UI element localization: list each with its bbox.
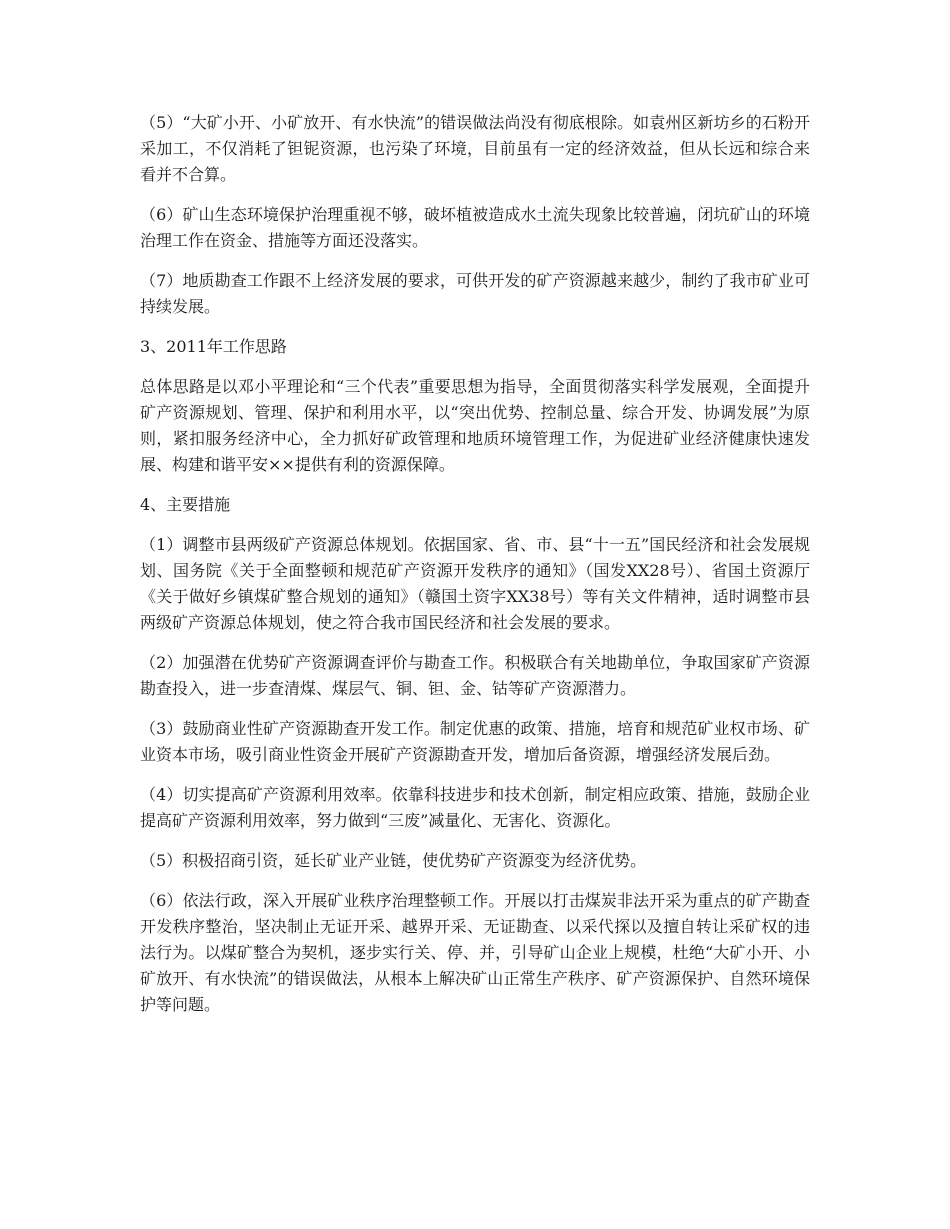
section-heading-main-measures: 4、主要措施 bbox=[140, 495, 231, 514]
paragraph-measure-3: （3）鼓励商业性矿产资源勘查开发工作。制定优惠的政策、措施，培育和规范矿业权市场、矿业资本市场，吸引商业性资金开展矿产资源勘查开发，增加后备资源，增强经济发展后劲。 bbox=[140, 719, 810, 764]
paragraph-measure-4: （4）切实提高矿产资源利用效率。依靠科技进步和技术创新，制定相应政策、措施，鼓励企业提高矿产资源利用效率，努力做到“三废”减量化、无害化、资源化。 bbox=[140, 785, 810, 830]
paragraph-item-7-problem: （7）地质勘查工作跟不上经济发展的要求，可供开发的矿产资源越来越少，制约了我市矿业可持续发展。 bbox=[140, 271, 810, 316]
paragraph-item-5-problem: （5）“大矿小开、小矿放开、有水快流”的错误做法尚没有彻底根除。如袁州区新坊乡的石粉开采加工，不仅消耗了钽铌资源，也污染了环境，目前虽有一定的经济效益，但从长远和综合来看并不合算。 bbox=[140, 113, 810, 184]
document-page bbox=[140, 110, 810, 1032]
paragraph-overall-idea: 总体思路是以邓小平理论和“三个代表”重要思想为指导，全面贯彻落实科学发展观，全面提升矿产资源规划、管理、保护和利用水平，以“突出优势、控制总量、综合开发、协调发展”为原则，紧扣服务经济中心，全力抓好矿政管理和地质环境管理工作，为促进矿业经济健康快速发展、构建和谐平安××提供有利的资源保障。 bbox=[140, 377, 810, 474]
paragraph-measure-5: （5）积极招商引资，延长矿业产业链，使优势矿产资源变为经济优势。 bbox=[140, 851, 647, 870]
paragraph-item-6-problem: （6）矿山生态环境保护治理重视不够，破坏植被造成水土流失现象比较普遍，闭坑矿山的环境治理工作在资金、措施等方面还没落实。 bbox=[140, 205, 810, 250]
section-heading-work-ideas: 3、2011年工作思路 bbox=[140, 337, 287, 356]
paragraph-measure-2: （2）加强潜在优势矿产资源调查评价与勘查工作。积极联合有关地勘单位，争取国家矿产资源勘查投入，进一步查清煤、煤层气、铜、钽、金、钴等矿产资源潜力。 bbox=[140, 653, 810, 698]
paragraph-measure-1: （1）调整市县两级矿产资源总体规划。依据国家、省、市、县“十一五”国民经济和社会发展规划、国务院《关于全面整顿和规范矿产资源开发秩序的通知》（国发XX28号）、省国土资源厅《关于做好乡镇煤矿整合规划的通知》（赣国土资字XX38号）等有关文件精神，适时调整市县两级矿产资源总体规划，使之符合我市国民经济和社会发展的要求。 bbox=[140, 535, 810, 632]
paragraph-measure-6: （6）依法行政，深入开展矿业秩序治理整顿工作。开展以打击煤炭非法开采为重点的矿产勘查开发秩序整治，坚决制止无证开采、越界开采、无证勘查、以采代探以及擅自转让采矿权的违法行为。以煤矿整合为契机，逐步实行关、停、并，引导矿山企业上规模，杜绝“大矿小开、小矿放开、有水快流”的错误做法，从根本上解决矿山正常生产秩序、矿产资源保护、自然环境保护等问题。 bbox=[140, 891, 810, 1014]
